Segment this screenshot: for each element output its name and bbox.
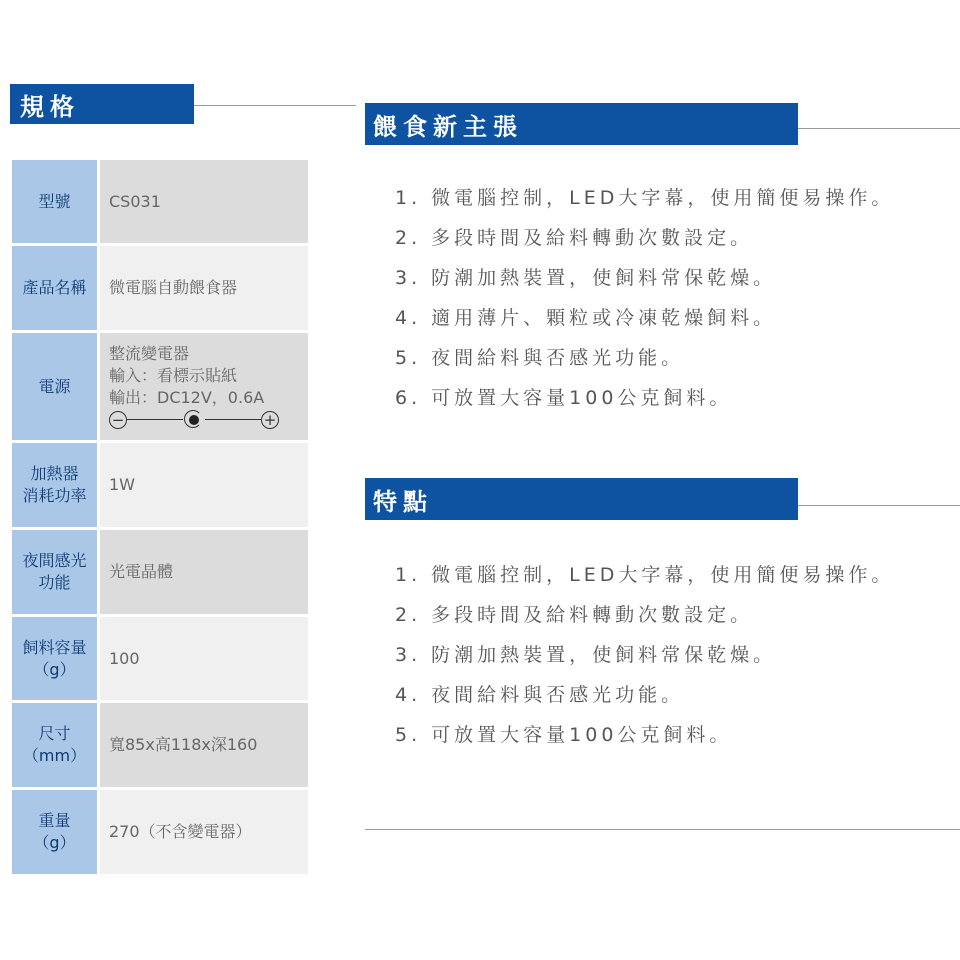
- list-item: 5. 可放置大容量100公克飼料。: [395, 724, 733, 746]
- spec-label: 飼料容量 （g）: [12, 617, 100, 703]
- features-list: [395, 555, 894, 755]
- list-item: 3. 防潮加熱裝置，使飼料常保乾燥。: [395, 644, 777, 666]
- spec-row-model: [12, 160, 308, 246]
- list-item: 2. 多段時間及給料轉動次數設定。: [395, 227, 754, 249]
- spec-label: 電源: [12, 333, 100, 443]
- spec-value: 寬85x高118x深160: [100, 703, 308, 790]
- spec-row-dimensions: [12, 703, 308, 790]
- spec-value: 光電晶體: [100, 530, 308, 617]
- spec-value: 1W: [100, 443, 308, 530]
- spec-value: CS031: [100, 160, 308, 246]
- spec-label: 尺寸 （mm）: [12, 703, 100, 790]
- bottom-divider: [365, 829, 960, 830]
- spec-table: [12, 160, 308, 877]
- spec-row-power: [12, 333, 308, 443]
- feeding-header: [365, 103, 798, 145]
- spec-row-product-name: [12, 246, 308, 333]
- specs-title: 規格: [20, 92, 80, 121]
- feeding-list: [395, 178, 894, 418]
- features-title: 特點: [373, 487, 433, 516]
- spec-row-night-sensor: [12, 530, 308, 617]
- list-item: 3. 防潮加熱裝置，使飼料常保乾燥。: [395, 267, 777, 289]
- list-item: 4. 夜間給料與否感光功能。: [395, 684, 685, 706]
- spec-label: 產品名稱: [12, 246, 100, 333]
- spec-label: 加熱器 消耗功率: [12, 443, 100, 530]
- spec-row-capacity: [12, 617, 308, 703]
- list-item: 2. 多段時間及給料轉動次數設定。: [395, 604, 754, 626]
- list-item: 1. 微電腦控制，LED大字幕，使用簡便易操作。: [395, 187, 895, 209]
- features-divider: [798, 505, 960, 506]
- specs-divider: [194, 105, 356, 106]
- center-positive-icon: [183, 409, 205, 431]
- spec-value: 微電腦自動餵食器: [100, 246, 308, 333]
- spec-row-heater-power: [12, 443, 308, 530]
- list-item: 6. 可放置大容量100公克飼料。: [395, 387, 733, 409]
- polarity-symbol-icon: [109, 409, 279, 431]
- spec-value: 270（不含變電器）: [100, 790, 308, 877]
- list-item: 5. 夜間給料與否感光功能。: [395, 347, 685, 369]
- features-header: [365, 478, 798, 520]
- spec-label: 型號: [12, 160, 100, 246]
- spec-value: 100: [100, 617, 308, 703]
- specs-header: [10, 84, 194, 124]
- minus-icon: −: [109, 411, 127, 429]
- list-item: 1. 微電腦控制，LED大字幕，使用簡便易操作。: [395, 564, 895, 586]
- list-item: 4. 適用薄片、顆粒或冷凍乾燥飼料。: [395, 307, 777, 329]
- spec-row-weight: [12, 790, 308, 877]
- spec-label: 重量 （g）: [12, 790, 100, 877]
- plus-icon: +: [261, 411, 279, 429]
- spec-label: 夜間感光 功能: [12, 530, 100, 617]
- feeding-divider: [798, 128, 960, 129]
- spec-value: 整流變電器 輸入：看標示貼紙 輸出：DC12V，0.6A − +: [100, 333, 308, 443]
- feeding-title: 餵食新主張: [373, 112, 523, 141]
